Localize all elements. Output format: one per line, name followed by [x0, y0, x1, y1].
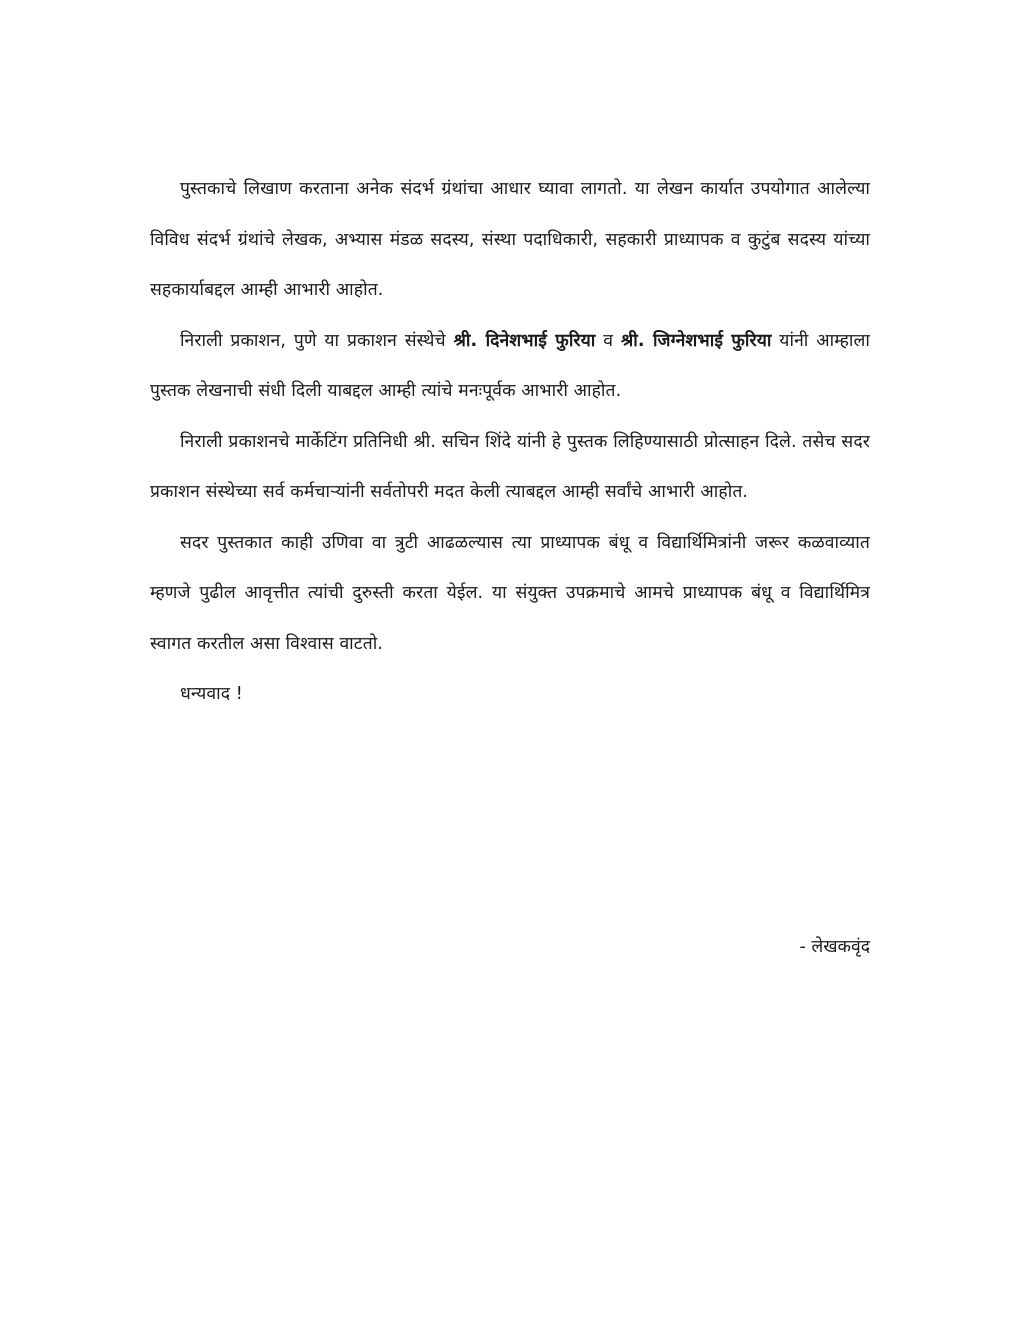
- paragraph-text: यांनी आम्हाला पुस्तक लेखनाची संधी दिली याबद्दल आम्ही त्यांचे मनःपूर्वक आभारी आहोत.: [150, 330, 871, 401]
- paragraph-feedback-request: सदर पुस्तकात काही उणिवा वा त्रुटी आढळल्यास त्या प्राध्यापक बंधू व विद्यार्थिमित्रांनी जरूर कळवाव्यात म्हणजे पुढील आवृत्तीत त्यांची दुरुस्ती करता येईल. या संयुक्त उपक्रमाचे आमचे प्राध्यापक बंधू व विद्यार्थिमित्र स्वागत करतील असा विश्वास वाटतो.: [150, 532, 870, 654]
- paragraph-acknowledgement-publisher: [150, 316, 870, 417]
- paragraph-text: निराली प्रकाशन, पुणे या प्रकाशन संस्थेचे: [180, 330, 454, 351]
- author-signature: - लेखकवृंद: [799, 937, 870, 957]
- paragraph-text: व: [595, 330, 621, 351]
- paragraph-acknowledgement-references: पुस्तकाचे लिखाण करताना अनेक संदर्भ ग्रंथांचा आधार घ्यावा लागतो. या लेखन कार्यात उपयोगात आलेल्या विविध संदर्भ ग्रंथांचे लेखक, अभ्यास मंडळ सदस्य, संस्था पदाधिकारी, सहकारी प्राध्यापक व कुटुंब सदस्य यांच्या सहकार्याबद्दल आम्ही आभारी आहोत.: [150, 179, 870, 300]
- paragraph-acknowledgement-marketing: निराली प्रकाशनचे मार्केटिंग प्रतिनिधी श्री. सचिन शिंदे यांनी हे पुस्तक लिहिण्यासाठी प्रोत्साहन दिले. तसेच सदर प्रकाशन संस्थेच्या सर्व कर्मचाऱ्यांनी सर्वतोपरी मदत केली त्याबद्दल आम्ही सर्वांचे आभारी आहोत.: [150, 431, 870, 502]
- publisher-name-2: श्री. जिग्नेशभाई फुरिया: [620, 330, 772, 351]
- publisher-name-1: श्री. दिनेशभाई फुरिया: [453, 330, 596, 351]
- document-body: [150, 164, 870, 720]
- closing-thanks: धन्यवाद !: [180, 684, 243, 704]
